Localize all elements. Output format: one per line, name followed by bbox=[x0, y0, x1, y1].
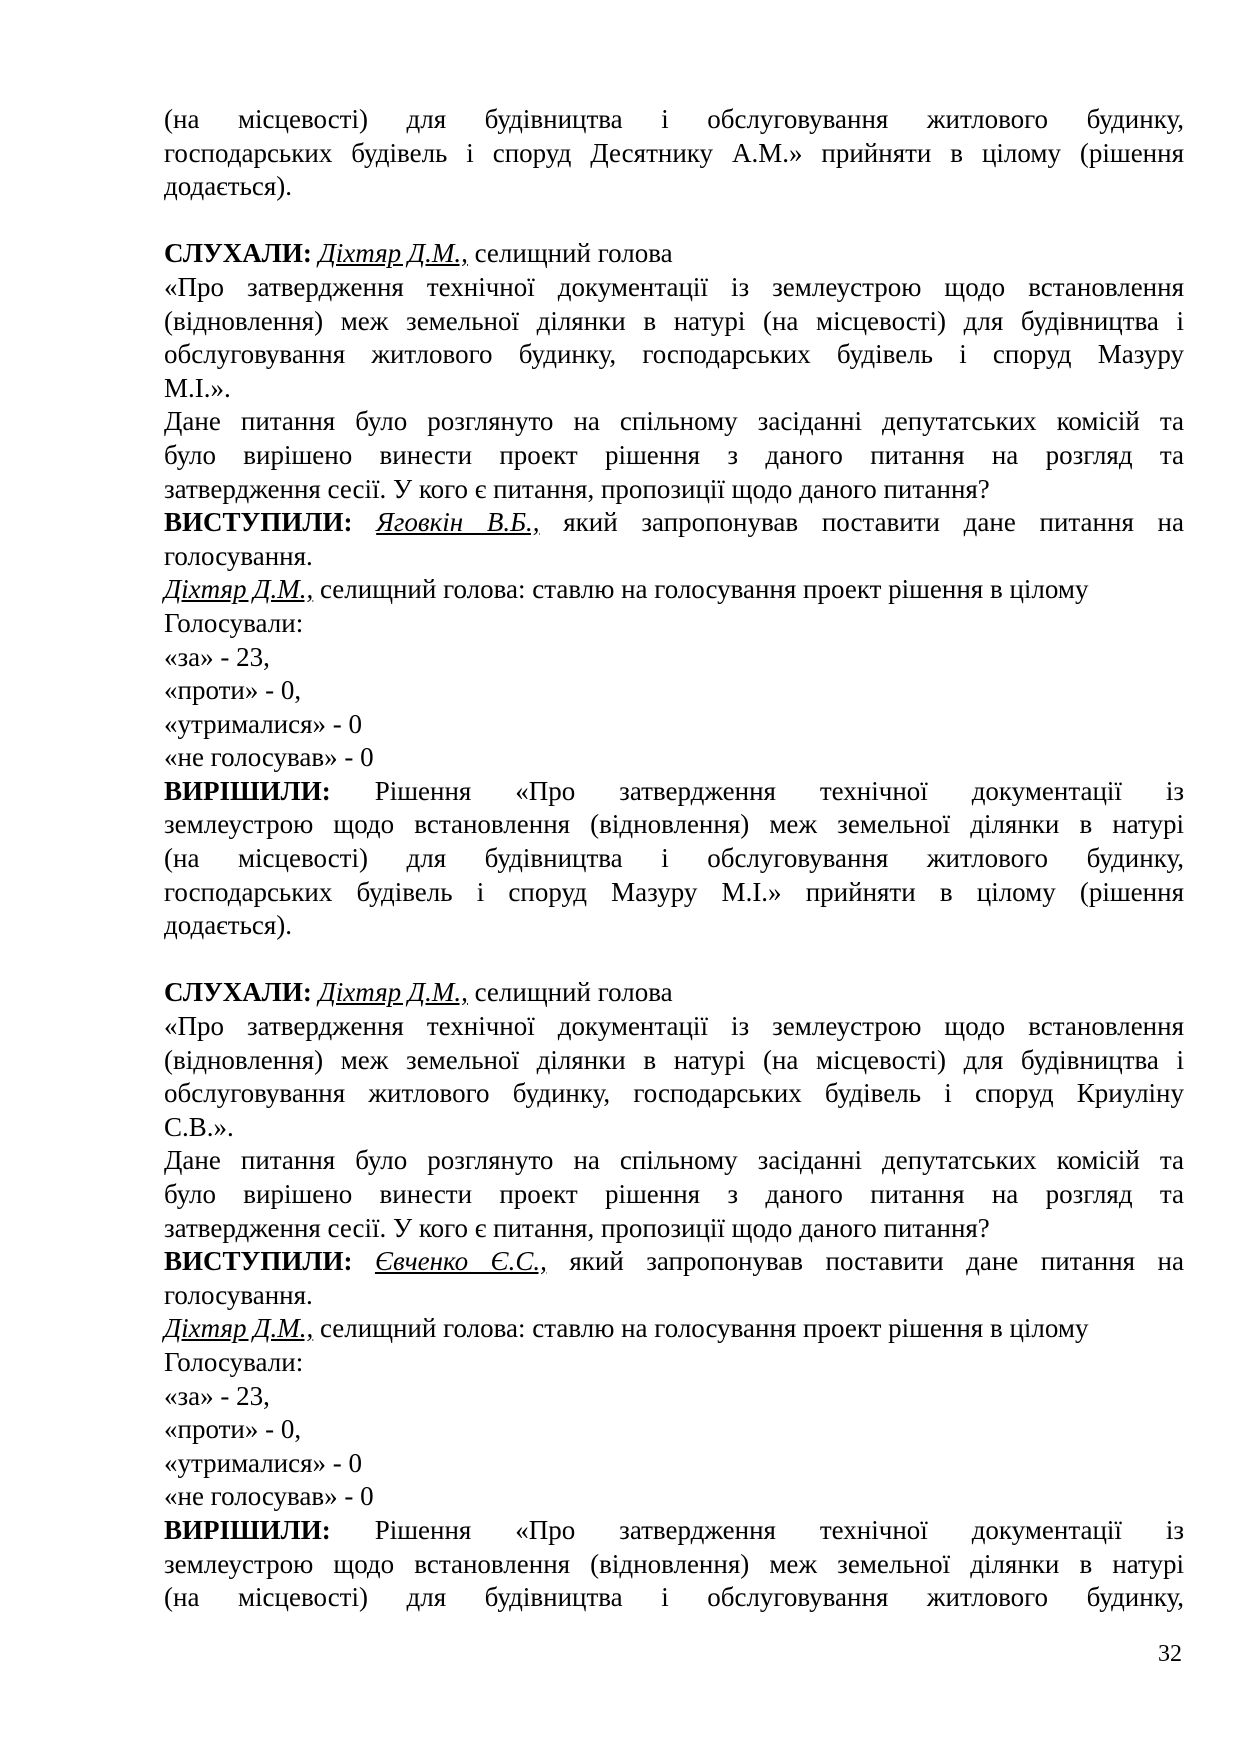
decided-line bbox=[164, 1514, 1184, 1548]
vote-against: «проти» - 0, bbox=[164, 675, 302, 706]
spoke-label: ВИСТУПИЛИ: bbox=[164, 1246, 353, 1277]
heard-label: СЛУХАЛИ: bbox=[164, 977, 312, 1008]
decided-text: Рішення «Про затвердження технічної документації із bbox=[330, 1514, 1184, 1545]
spoke-line bbox=[164, 506, 1184, 540]
decided-line: (на місцевості) для будівництва і обслуговування житлового будинку, bbox=[164, 843, 1184, 874]
vote-abstained: «утрималися» - 0 bbox=[164, 1447, 363, 1478]
info-line: Дане питання було розглянуто на спільному засіданні депутатських комісій та bbox=[164, 1145, 1184, 1176]
document-page bbox=[164, 103, 1184, 1615]
chair-line bbox=[164, 1312, 1184, 1346]
decided-label: ВИРІШИЛИ: bbox=[164, 1514, 331, 1545]
decided-line: землеустрою щодо встановлення (відновлення) меж земельної ділянки в натурі bbox=[164, 1548, 1184, 1579]
chair-line bbox=[164, 573, 1184, 607]
topic-line: М.І.». bbox=[164, 372, 231, 403]
spoke-line-2: голосування. bbox=[164, 540, 313, 571]
vote-abstained: «утрималися» - 0 bbox=[164, 708, 363, 739]
chair-speaker: Діхтяр Д.М., bbox=[164, 574, 314, 605]
info-line: затвердження сесії. У кого є питання, пропозиції щодо даного питання? bbox=[164, 1212, 990, 1243]
topic-line: обслуговування житлового будинку, господарських будівель і споруд Мазуру bbox=[164, 339, 1184, 370]
vote-title: Голосували: bbox=[164, 1346, 304, 1377]
spoke-speaker: Яговкін В.Б., bbox=[376, 507, 540, 538]
info-line: затвердження сесії. У кого є питання, пропозиції щодо даного питання? bbox=[164, 473, 990, 504]
heard-speaker: Діхтяр Д.М., bbox=[318, 977, 468, 1008]
carry-over-line: господарських будівель і споруд Десятнику А.М.» прийняти в цілому (рішення bbox=[164, 137, 1184, 168]
heard-role: селищний голова bbox=[467, 977, 673, 1008]
chair-text: селищний голова: ставлю на голосування проект рішення в цілому bbox=[313, 1313, 1089, 1344]
heard-label: СЛУХАЛИ: bbox=[164, 238, 312, 269]
heard-speaker: Діхтяр Д.М., bbox=[318, 238, 468, 269]
topic-line: (відновлення) меж земельної ділянки в натурі (на місцевості) для будівництва і bbox=[164, 1044, 1184, 1075]
decided-text: Рішення «Про затвердження технічної документації із bbox=[330, 775, 1184, 806]
chair-speaker: Діхтяр Д.М., bbox=[164, 1313, 314, 1344]
decided-label: ВИРІШИЛИ: bbox=[164, 775, 331, 806]
spoke-line-2: голосування. bbox=[164, 1279, 313, 1310]
vote-for: «за» - 23, bbox=[164, 641, 270, 672]
carry-over-line: додається). bbox=[164, 171, 293, 202]
topic-line: С.В.». bbox=[164, 1111, 234, 1142]
spoke-speaker: Євченко Є.С., bbox=[374, 1246, 547, 1277]
info-line: Дане питання було розглянуто на спільному засіданні депутатських комісій та bbox=[164, 406, 1184, 437]
heard-line bbox=[164, 976, 1184, 1010]
spoke-label: ВИСТУПИЛИ: bbox=[164, 507, 353, 538]
vote-for: «за» - 23, bbox=[164, 1380, 270, 1411]
decided-line: додається). bbox=[164, 910, 293, 941]
vote-not-voted: «не голосував» - 0 bbox=[164, 742, 374, 773]
topic-line: «Про затвердження технічної документації із землеустрою щодо встановлення bbox=[164, 271, 1184, 302]
topic-line: «Про затвердження технічної документації із землеустрою щодо встановлення bbox=[164, 1011, 1184, 1042]
carry-over-line: (на місцевості) для будівництва і обслуговування житлового будинку, bbox=[164, 104, 1184, 134]
spoke-line bbox=[164, 1245, 1184, 1279]
decided-line: землеустрою щодо встановлення (відновлення) меж земельної ділянки в натурі bbox=[164, 809, 1184, 840]
spacer bbox=[164, 943, 1184, 977]
topic-line: (відновлення) меж земельної ділянки в натурі (на місцевості) для будівництва і bbox=[164, 305, 1184, 336]
spacer bbox=[164, 204, 1184, 238]
page-number: 32 bbox=[1158, 1641, 1182, 1667]
heard-line bbox=[164, 237, 1184, 271]
vote-against: «проти» - 0, bbox=[164, 1414, 302, 1445]
decided-line: господарських будівель і споруд Мазуру М.І.» прийняти в цілому (рішення bbox=[164, 876, 1184, 907]
decided-line: (на місцевості) для будівництва і обслуговування житлового будинку, bbox=[164, 1582, 1184, 1613]
spoke-text: який запропонував поставити дане питання на bbox=[539, 507, 1184, 538]
info-line: було вирішено винести проект рішення з даного питання на розгляд та bbox=[164, 439, 1184, 470]
heard-role: селищний голова bbox=[467, 238, 673, 269]
info-line: було вирішено винести проект рішення з даного питання на розгляд та bbox=[164, 1179, 1184, 1209]
topic-line: обслуговування житлового будинку, господарських будівель і споруд Криуліну bbox=[164, 1078, 1184, 1109]
vote-title: Голосували: bbox=[164, 607, 304, 638]
chair-text: селищний голова: ставлю на голосування проект рішення в цілому bbox=[313, 574, 1089, 605]
decided-line bbox=[164, 775, 1184, 809]
spoke-text: який запропонував поставити дане питання на bbox=[546, 1246, 1184, 1277]
vote-not-voted: «не голосував» - 0 bbox=[164, 1481, 374, 1512]
